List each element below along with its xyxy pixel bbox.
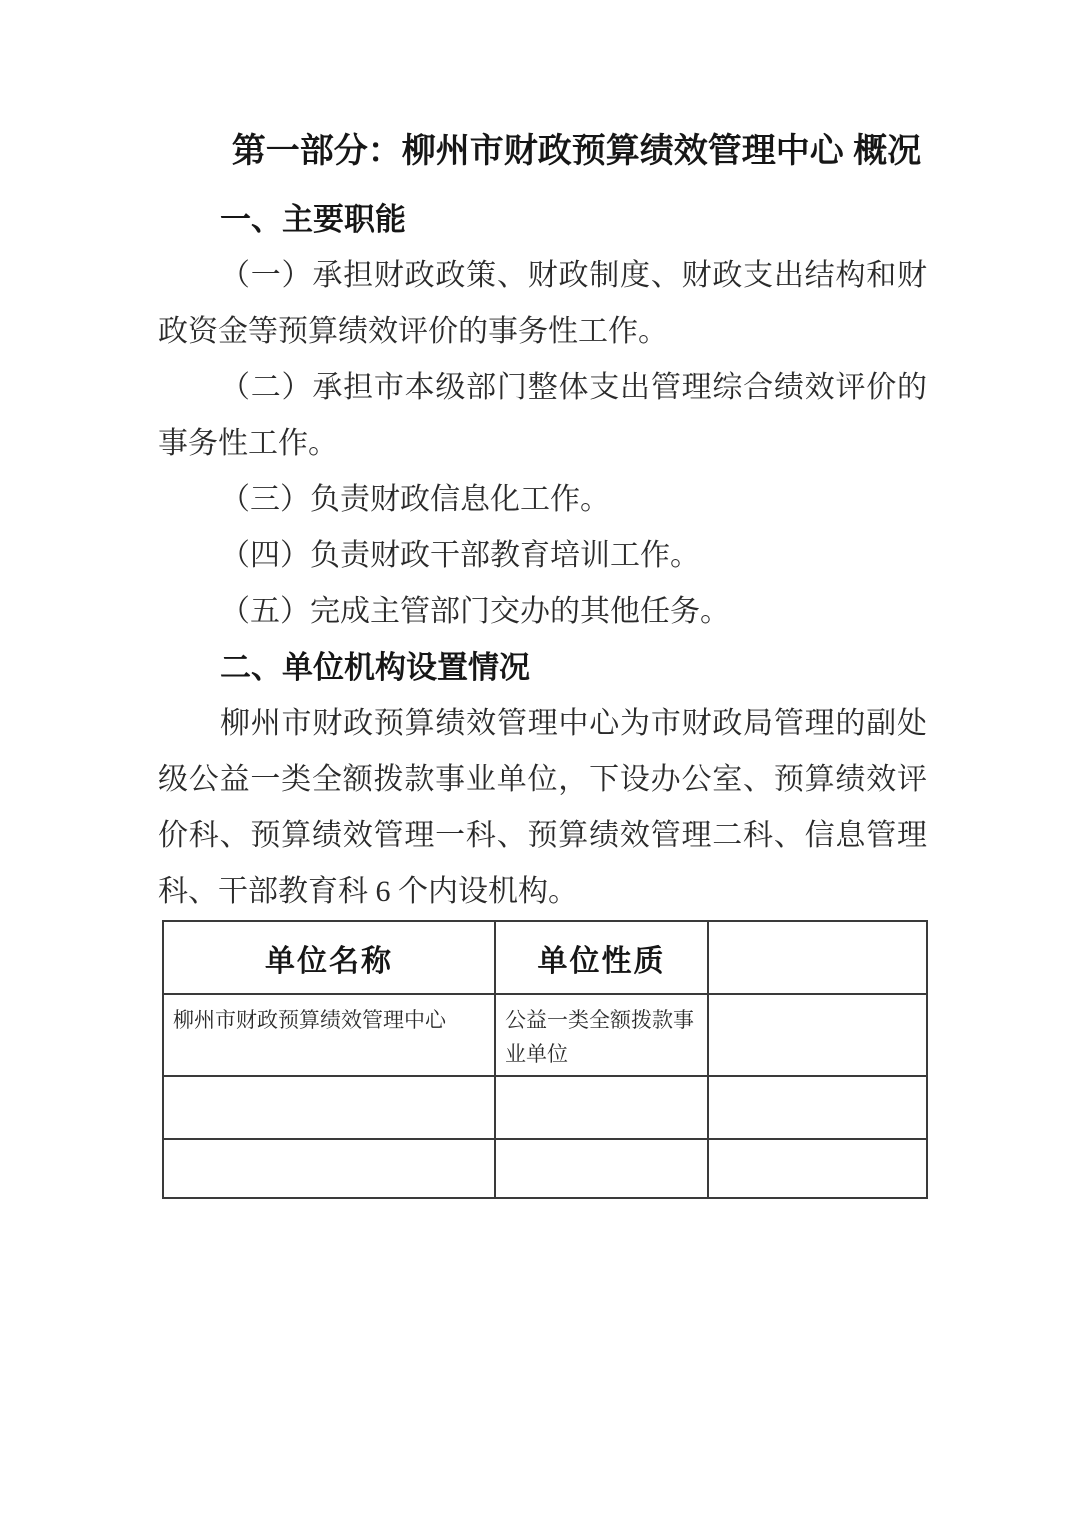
cell-blank (495, 1139, 708, 1198)
table-header-unit-name: 单位名称 (163, 921, 495, 994)
cell-blank (708, 994, 927, 1076)
table-row (163, 994, 927, 1076)
cell-unit-name: 柳州市财政预算绩效管理中心 (163, 994, 495, 1076)
paragraph-function-1: （一）承担财政政策、财政制度、财政支出结构和财政资金等预算绩效评价的事务性工作。 (158, 259, 927, 348)
cell-blank (495, 1076, 708, 1139)
cell-blank (163, 1139, 495, 1198)
table-header-blank (708, 921, 927, 994)
paragraph-function-5: （五）完成主管部门交办的其他任务。 (220, 595, 730, 628)
paragraph-function-3: （三）负责财政信息化工作。 (220, 483, 610, 516)
cell-blank (708, 1076, 927, 1139)
table-header-unit-nature: 单位性质 (495, 921, 708, 994)
paragraph-org-setup: 柳州市财政预算绩效管理中心为市财政局管理的副处级公益一类全额拨款事业单位，下设办公室、预算绩效评价科、预算绩效管理一科、预算绩效管理二科、信息管理科、干部教育科 6 个内设机构。 (158, 707, 927, 908)
paragraph-function-4: （四）负责财政干部教育培训工作。 (220, 539, 700, 572)
table-header-row (163, 921, 927, 994)
table-row (163, 1076, 927, 1139)
cell-unit-nature: 公益一类全额拨款事业单位 (495, 994, 708, 1076)
document-title: 第一部分：柳州市财政预算绩效管理中心 概况 (231, 132, 922, 170)
section-heading-main-functions: 一、主要职能 (220, 202, 406, 237)
table-row (163, 1139, 927, 1198)
cell-blank (708, 1139, 927, 1198)
org-structure-table (162, 920, 928, 1199)
paragraph-function-2: （二）承担市本级部门整体支出管理综合绩效评价的事务性工作。 (158, 371, 927, 460)
section-heading-org-setup: 二、单位机构设置情况 (220, 650, 530, 685)
cell-blank (163, 1076, 495, 1139)
